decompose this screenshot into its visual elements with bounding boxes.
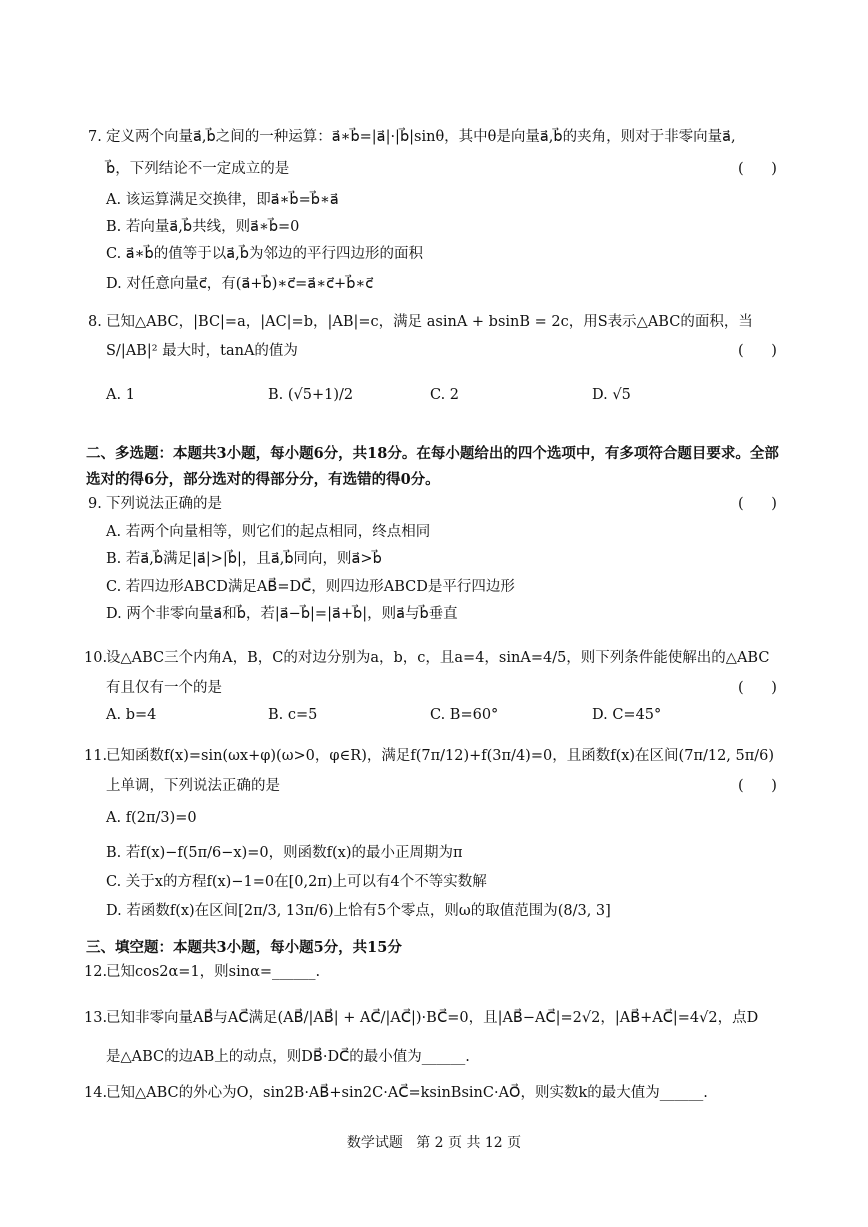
question-stem-line-1: 已知函数f(x)=sin(ωx+φ)(ω>0，φ∈R)，满足f(7π/12)+f(3π/4)=0，且函数f(x)在区间(7π/12, 5π/6) xyxy=(106,748,775,764)
question-number: 11. xyxy=(84,748,108,764)
answer-paren: ( ) xyxy=(738,778,777,794)
question-stem-line-1: 下列说法正确的是 xyxy=(106,496,222,512)
footer-page-number: 第 2 页 共 12 页 xyxy=(416,1135,522,1151)
page-footer xyxy=(0,1132,868,1152)
option-b: B. c=5 xyxy=(268,707,318,723)
question-number: 9. xyxy=(88,496,102,512)
option-a: A. 该运算满足交换律，即a⃗∗b⃗=b⃗∗a⃗ xyxy=(106,192,339,208)
option-b: B. (√5+1)/2 xyxy=(268,387,354,403)
option-b: B. 若a⃗,b⃗满足|a⃗|>|b⃗|，且a⃗,b⃗同向，则a⃗>b⃗ xyxy=(106,551,382,567)
question-stem-line-2: 是△ABC的边AB上的动点，则DB⃗·DC⃗的最小值为______. xyxy=(106,1049,470,1065)
question-number: 8. xyxy=(88,314,102,330)
answer-paren: ( ) xyxy=(738,496,777,512)
answer-paren: ( ) xyxy=(738,161,777,177)
option-a: A. b=4 xyxy=(106,707,157,723)
question-number: 12. xyxy=(84,964,108,980)
option-c: C. 若四边形ABCD满足AB⃗=DC⃗，则四边形ABCD是平行四边形 xyxy=(106,579,515,595)
question-number: 14. xyxy=(84,1085,108,1101)
option-c: C. a⃗∗b⃗的值等于以a⃗,b⃗为邻边的平行四边形的面积 xyxy=(106,246,423,262)
option-d: D. √5 xyxy=(592,387,631,403)
answer-paren: ( ) xyxy=(738,680,777,696)
question-number: 7. xyxy=(88,129,102,145)
question-stem-line-2: S/|AB|² 最大时，tanA的值为 xyxy=(106,343,298,359)
question-stem-line-2: b⃗，下列结论不一定成立的是 xyxy=(106,161,290,177)
question-number: 10. xyxy=(84,650,108,666)
option-a: A. f(2π/3)=0 xyxy=(106,810,197,826)
question-stem-line-1: 已知非零向量AB⃗与AC⃗满足(AB⃗/|AB⃗| + AC⃗/|AC⃗|)·BC⃗=0，且|AB⃗−AC⃗|=2√2，|AB⃗+AC⃗|=4√2，点D xyxy=(106,1010,759,1026)
question-stem-line-1: 定义两个向量a⃗,b⃗之间的一种运算：a⃗∗b⃗=|a⃗|·|b⃗|sinθ，其中θ是向量a⃗,b⃗的夹角，则对于非零向量a⃗, xyxy=(106,129,736,145)
option-d: D. 对任意向量c⃗，有(a⃗+b⃗)∗c⃗=a⃗∗c⃗+b⃗∗c⃗ xyxy=(106,276,374,292)
option-d: D. C=45° xyxy=(592,707,662,723)
option-b: B. 若向量a⃗,b⃗共线，则a⃗∗b⃗=0 xyxy=(106,219,300,235)
section-3-header: 三、填空题：本题共3小题，每小题5分，共15分 xyxy=(86,939,402,956)
question-stem-line-2: 上单调，下列说法正确的是 xyxy=(106,778,280,794)
question-number: 13. xyxy=(84,1010,108,1026)
question-stem-line-1: 已知cos2α=1，则sinα=______. xyxy=(106,964,321,980)
option-c: C. 关于x的方程f(x)−1=0在[0,2π)上可以有4个不等实数解 xyxy=(106,874,487,890)
option-d: D. 若函数f(x)在区间[2π/3, 13π/6)上恰有5个零点，则ω的取值范围为(8/3, 3] xyxy=(106,903,611,919)
answer-paren: ( ) xyxy=(738,343,777,359)
question-stem-line-2: 有且仅有一个的是 xyxy=(106,680,222,696)
question-stem-line-1: 已知△ABC的外心为O，sin2B·AB⃗+sin2C·AC⃗=ksinBsinC·AO⃗，则实数k的最大值为______. xyxy=(106,1085,708,1101)
question-stem-line-1: 已知△ABC，|BC|=a，|AC|=b，|AB|=c，满足 asinA + bsinB = 2c，用S表示△ABC的面积，当 xyxy=(106,314,753,330)
question-stem-line-1: 设△ABC三个内角A，B，C的对边分别为a，b，c，且a=4，sinA=4/5，则下列条件能使解出的△ABC xyxy=(106,650,770,666)
section-2-header: 二、多选题：本题共3小题，每小题6分，共18分。在每小题给出的四个选项中，有多项符合题目要求。全部选对的得6分，部分选对的得部分分，有选错的得0分。 xyxy=(86,445,779,488)
option-a: A. 1 xyxy=(106,387,135,403)
option-c: C. 2 xyxy=(430,387,460,403)
option-c: C. B=60° xyxy=(430,707,499,723)
footer-subject: 数学试题 xyxy=(346,1135,403,1151)
option-b: B. 若f(x)−f(5π/6−x)=0，则函数f(x)的最小正周期为π xyxy=(106,845,463,861)
option-d: D. 两个非零向量a⃗和b⃗，若|a⃗−b⃗|=|a⃗+b⃗|，则a⃗与b⃗垂直 xyxy=(106,606,458,622)
option-a: A. 若两个向量相等，则它们的起点相同，终点相同 xyxy=(106,524,431,540)
